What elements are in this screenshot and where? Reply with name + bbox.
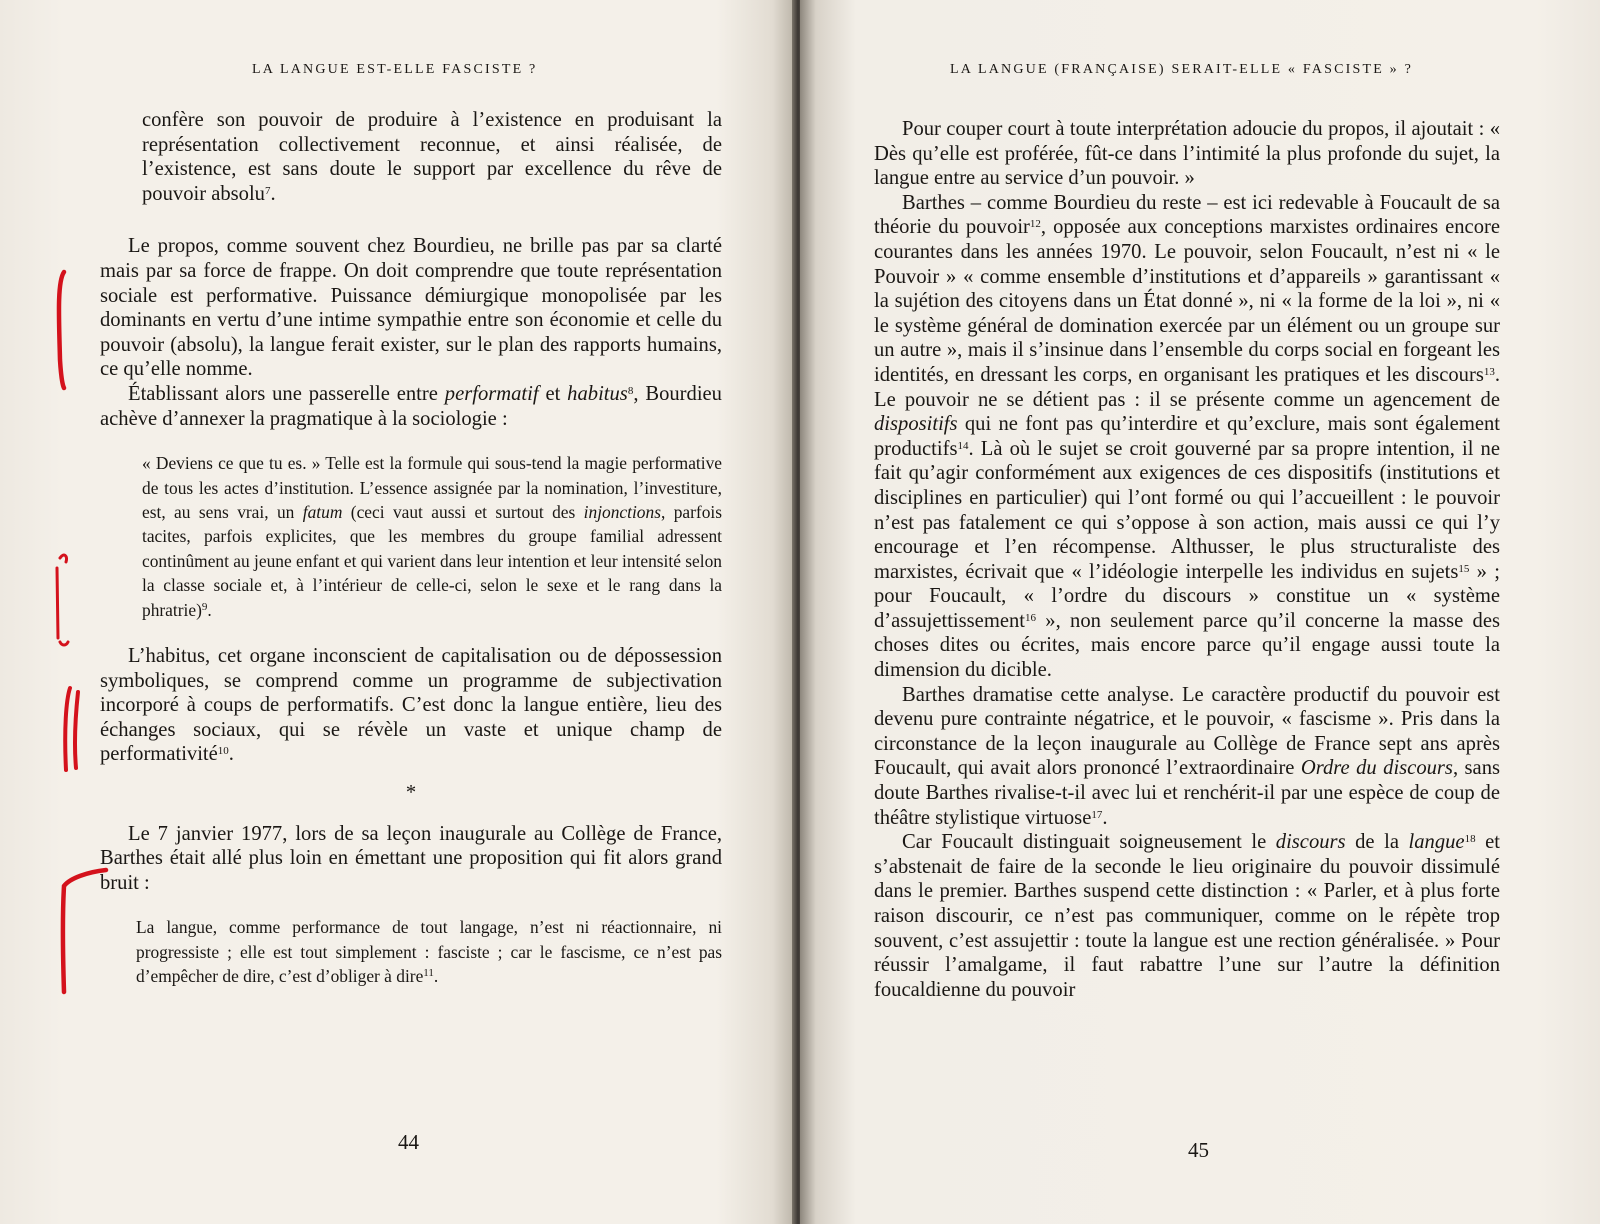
block-quote: « Deviens ce que tu es. » Telle est la formule qui sous-tend la magie performative de tous les actes d’institution. L’essence assignée par la nomination, l’investiture, est, au sens vrai, un fatum (ceci vaut aussi et surtout des injonctions, parfois tacites, parfois explicites, que les membres du groupe familial adressent continûment au jeune enfant et qui varient dans leur intention et leur intensité selon la classe sociale et, à l’intérieur de celle-ci, selon le sexe et le rang dans la phratrie)$^9$. bbox=[142, 453, 722, 620]
footnote-ref: 10 bbox=[217, 745, 229, 758]
page-number-left: 44 bbox=[398, 1130, 419, 1154]
red-margin-double-bar bbox=[65, 688, 70, 770]
footnote-ref: 14 bbox=[957, 439, 969, 452]
section-separator: * bbox=[405, 781, 417, 804]
left-page bbox=[0, 0, 796, 1224]
page-number-right: 45 bbox=[1188, 1138, 1209, 1162]
footnote-ref: 11 bbox=[423, 967, 434, 980]
right-page-body bbox=[874, 117, 1500, 1002]
footnote-ref: 17 bbox=[1091, 808, 1103, 821]
running-head-left: LA LANGUE EST-ELLE FASCISTE ? bbox=[252, 62, 538, 77]
footnote-ref: 8 bbox=[627, 384, 634, 397]
right-page bbox=[800, 0, 1600, 1224]
paragraph: confère son pouvoir de produire à l’existence en produisant la représentation collectivement reconnue, et ainsi réalisée, de l’existence, est sans doute le support par excellence du rêve de pouvoir absolu$^7$. bbox=[142, 109, 722, 205]
footnote-ref: 13 bbox=[1483, 365, 1495, 378]
paragraph: Barthes dramatise cette analyse. Le caractère productif du pouvoir est devenu pure contrainte négatrice, et le pouvoir, « fascisme ». Pris dans la circonstance de la leçon inaugurale au Collège de France sept ans après Foucault, qui avait alors prononcé l’extraordinaire Ordre du discours, sans doute Barthes rivalise-t-il avec lui et renchérit-il par une espèce de coup de théâtre stylistique virtuose$^{17}$. bbox=[874, 683, 1501, 829]
red-margin-double-bar bbox=[75, 692, 78, 768]
footnote-ref: 18 bbox=[1464, 833, 1476, 846]
footnote-ref: 12 bbox=[1029, 218, 1041, 231]
paragraph: Le propos, comme souvent chez Bourdieu, ne brille pas par sa clarté mais par sa force de frappe. On doit comprendre que toute représentation sociale est performative. Puissance démiurgique monopolisée par les dominants en vertu d’une intime sympathie entre son économie et celle du pouvoir (absolu), la langue ferait exister, sur le plan des rapports humains, ce qu’elle nomme. bbox=[100, 235, 722, 381]
running-head-right: LA LANGUE (FRANÇAISE) SERAIT-ELLE « FASCISTE » ? bbox=[950, 62, 1413, 77]
paragraph: Le 7 janvier 1977, lors de sa leçon inaugurale au Collège de France, Barthes était allé plus loin en émettant une proposition qui fit alors grand bruit : bbox=[100, 822, 722, 894]
footnote-ref: 9 bbox=[201, 600, 208, 613]
paragraph: Car Foucault distinguait soigneusement le discours de la langue$^{18}$ et s’abstenait de faire de la seconde le lieu originaire du pouvoir dissimulé dans le premier. Barthes suspend cette distinction : « Parler, et à plus forte raison discourir, ce n’est pas communiquer, comme on le répète trop souvent, c’est assujettir : toute la langue est une rection généralisée. » Pour réussir l’amalgame, il faut rabattre l’une sur l’autre la définition foucaldienne du pouvoir bbox=[874, 831, 1500, 1001]
red-margin-bracket bbox=[59, 272, 64, 388]
paragraph: Pour couper court à toute interprétation adoucie du propos, il ajoutait : « Dès qu’elle est proférée, fût-ce dans l’intimité la plus profonde du sujet, la langue entre au service d’un pouvoir. » bbox=[874, 118, 1500, 190]
block-quote: La langue, comme performance de tout langage, n’est ni réactionnaire, ni progressiste ; elle est tout simplement : fasciste ; car le fascisme, ce n’est pas d’empêcher de dire, c’est d’obliger à dire$^{11}$. bbox=[136, 917, 722, 987]
paragraph: L’habitus, cet organe inconscient de capitalisation ou de dépossession symboliques, se comprend comme un programme de subjectivation incorporé à coups de performatifs. C’est donc la langue entière, lieu des échanges sociaux, qui se révèle un vaste et unique champ de performativité$^{10}$. bbox=[100, 644, 722, 766]
left-page-body bbox=[100, 108, 722, 989]
red-margin-bracket bbox=[57, 555, 68, 645]
paragraph: Barthes – comme Bourdieu du reste – est ici redevable à Foucault de sa théorie du pouvoir$^{12}$, opposée aux conceptions marxistes ordinaires encore courantes dans les années 1970. Le pouvoir, selon Foucault, n’est ni « le Pouvoir » « comme ensemble d’institutions et d’appareils » garantissant « la sujétion des citoyens dans un État donné », ni « la forme de la loi », ni « le système général de domination exercée par un élément ou un groupe sur un autre », mais il s’insinue dans l’ensemble du corps social en forgeant les identités, en dressant les corps, en organisant les pratiques et les discours$^{13}$. Le pouvoir ne se détient pas : il se présente comme un agencement de dispositifs qui ne font pas qu’interdire et qu’exclure, mais sont également productifs$^{14}$. Là où le sujet se croit gouverné par sa propre intention, il ne fait qu’agir conformément aux exigences de ces dispositifs (institutions et disciplines en particulier) qui l’ont formé ou qui l’accueillent : le pouvoir n’est pas fatalement ce qui s’oppose à son action, mais aussi ce qui l’y encourage et l’en récompense. Althusser, le plus structuraliste des marxistes, écrivait que « l’idéologie interpelle les individus en sujets$^{15}$ » ; pour Foucault, « l’ordre du discours » constitue un « système d’assujettissement$^{16}$ », non seulement parce qu’il concerne la masse des choses dites ou écrites, mais encore parce qu’il engage aussi toute la dimension du dicible. bbox=[874, 191, 1500, 682]
footnote-ref: 15 bbox=[1458, 562, 1470, 575]
footnote-ref: 16 bbox=[1025, 611, 1036, 624]
footnote-ref: 7 bbox=[264, 184, 271, 197]
paragraph: Établissant alors une passerelle entre performatif et habitus$^8$, Bourdieu achève d’annexer la pragmatique à la sociologie : bbox=[100, 382, 722, 430]
